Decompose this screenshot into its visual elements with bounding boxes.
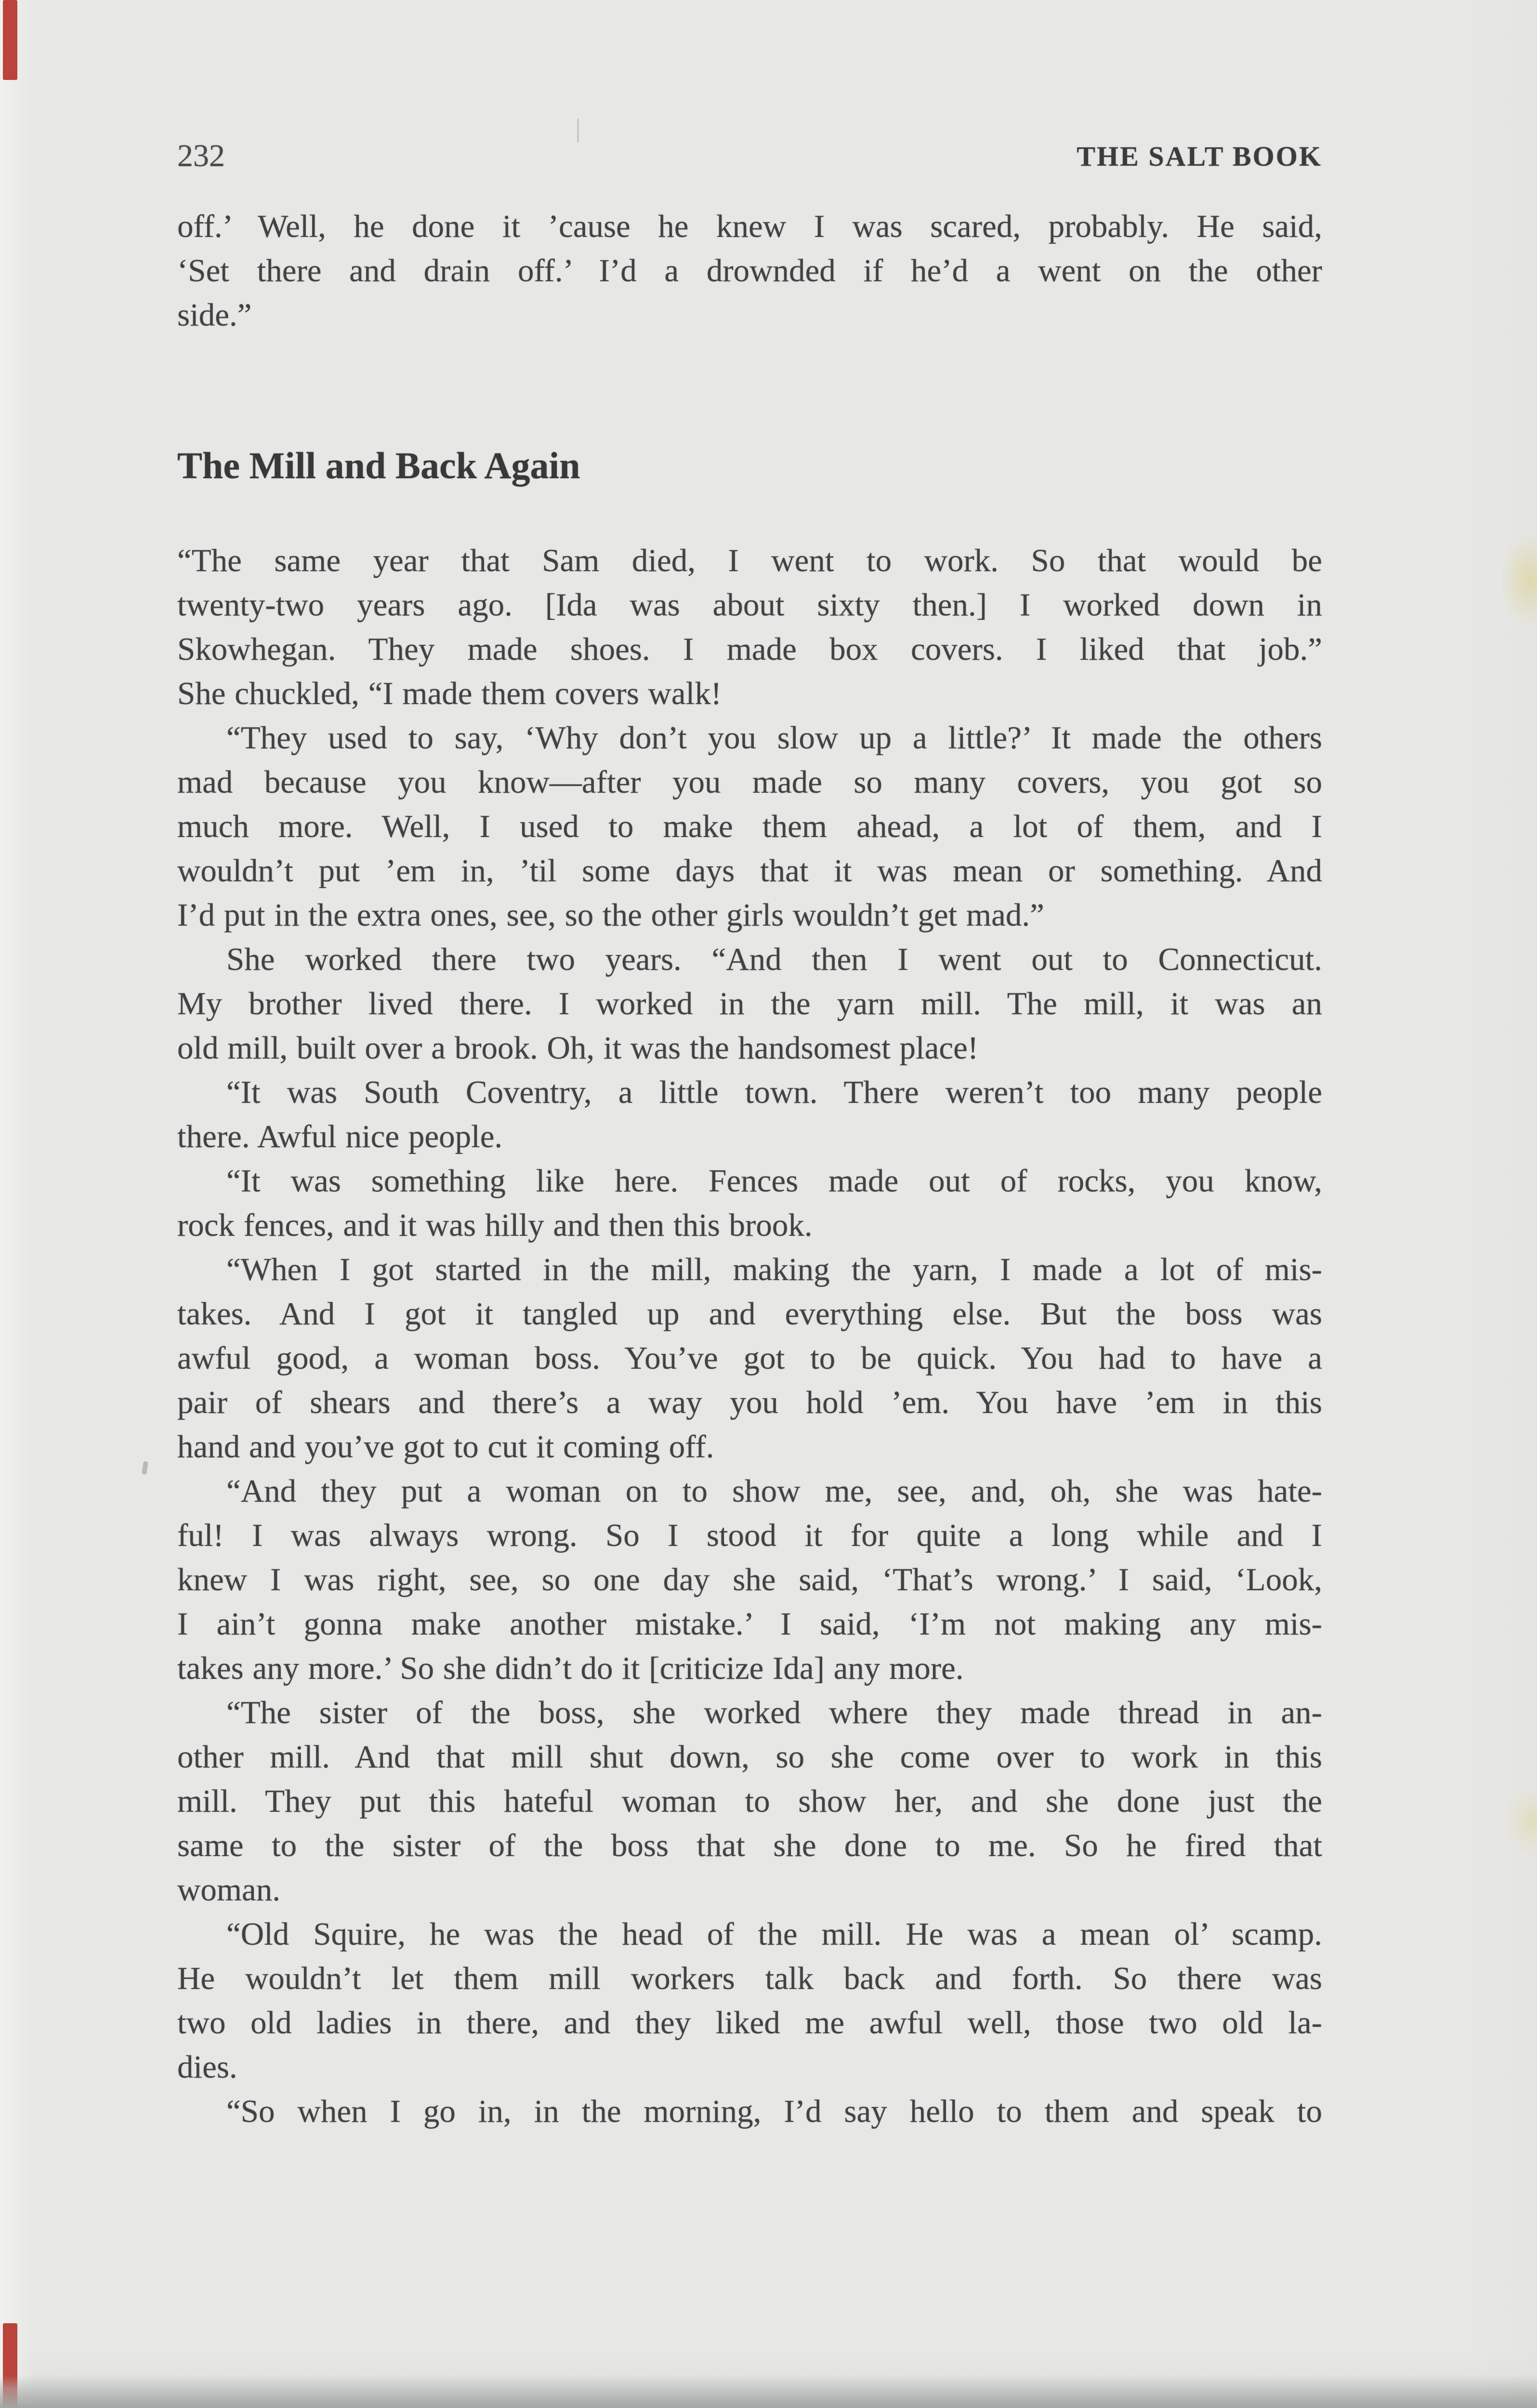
- text-line: other mill. And that mill shut down, so she come over to work in this: [177, 1739, 1322, 1775]
- running-title: THE SALT BOOK: [1077, 141, 1322, 172]
- text-line: same to the sister of the boss that she done to me. So he fired that: [177, 1828, 1322, 1863]
- text-line: ‘Set there and drain off.’ I’d a drownded if he’d a went on the other: [177, 253, 1322, 288]
- paragraph: [177, 1912, 1322, 2089]
- page-number: 232: [177, 138, 225, 173]
- text-line: She chuckled, “I made them covers walk!: [177, 676, 722, 711]
- paragraph: [177, 937, 1322, 1070]
- opening-paragraph: [177, 204, 1322, 337]
- text-line: there. Awful nice people.: [177, 1119, 503, 1154]
- scan-cream-strip-lower: [1507, 1790, 1537, 1852]
- scan-bottom-shadow: [0, 2375, 1537, 2408]
- text-line: mad because you know—after you made so many covers, you got so: [177, 764, 1322, 800]
- paragraph: [177, 1247, 1322, 1469]
- text-line: “Old Squire, he was the head of the mill. He was a mean ol’ scamp.: [226, 1916, 1322, 1952]
- text-line: rock fences, and it was hilly and then this brook.: [177, 1207, 813, 1243]
- text-line: mill. They put this hateful woman to show her, and she done just the: [177, 1783, 1322, 1819]
- text-line: takes any more.’ So she didn’t do it [criticize Ida] any more.: [177, 1650, 964, 1686]
- text-line: “The sister of the boss, she worked where they made thread in an-: [226, 1695, 1322, 1730]
- text-line: “So when I go in, in the morning, I’d say hello to them and speak to: [226, 2094, 1322, 2129]
- text-line: She worked there two years. “And then I went out to Connecticut.: [226, 942, 1322, 977]
- text-line: hand and you’ve got to cut it coming off.: [177, 1429, 714, 1465]
- paragraph: [177, 1159, 1322, 1247]
- text-line: old mill, built over a brook. Oh, it was the handsomest place!: [177, 1030, 979, 1066]
- scan-cream-strip-upper: [1502, 536, 1537, 625]
- section-heading: The Mill and Back Again: [177, 445, 580, 486]
- paragraph: [177, 716, 1322, 937]
- scan-margin-speck: [142, 1461, 148, 1475]
- scan-edge-marker-top: [3, 0, 17, 80]
- text-line: woman.: [177, 1872, 280, 1908]
- text-line: I ain’t gonna make another mistake.’ I said, ‘I’m not making any mis-: [177, 1606, 1322, 1642]
- text-line: I’d put in the extra ones, see, so the other girls wouldn’t get mad.”: [177, 897, 1044, 933]
- paragraph: [177, 1690, 1322, 1912]
- text-line: “When I got started in the mill, making the yarn, I made a lot of mis-: [226, 1252, 1322, 1287]
- text-line: “It was South Coventry, a little town. There weren’t too many people: [226, 1074, 1322, 1110]
- text-line: off.’ Well, he done it ’cause he knew I was scared, probably. He said,: [177, 209, 1322, 244]
- body-paragraphs: [177, 538, 1322, 2133]
- text-line: He wouldn’t let them mill workers talk back and forth. So there was: [177, 1961, 1322, 1996]
- text-line: two old ladies in there, and they liked me awful well, those two old la-: [177, 2005, 1322, 2041]
- text-line: twenty-two years ago. [Ida was about sixty then.] I worked down in: [177, 587, 1322, 623]
- text-column: [177, 0, 1322, 2133]
- text-line: pair of shears and there’s a way you hold ’em. You have ’em in this: [177, 1385, 1322, 1420]
- paragraph: [177, 1070, 1322, 1159]
- text-line: wouldn’t put ’em in, ’til some days that it was mean or something. And: [177, 853, 1322, 889]
- text-line: “They used to say, ‘Why don’t you slow up a little?’ It made the others: [226, 720, 1322, 756]
- text-line: much more. Well, I used to make them ahead, a lot of them, and I: [177, 809, 1322, 844]
- text-line: “It was something like here. Fences made out of rocks, you know,: [226, 1163, 1322, 1199]
- text-line: knew I was right, see, so one day she said, ‘That’s wrong.’ I said, ‘Look,: [177, 1562, 1322, 1597]
- text-line: “And they put a woman on to show me, see, and, oh, she was hate-: [226, 1473, 1322, 1509]
- text-line: Skowhegan. They made shoes. I made box covers. I liked that job.”: [177, 631, 1322, 667]
- text-line: My brother lived there. I worked in the yarn mill. The mill, it was an: [177, 986, 1322, 1021]
- text-line: side.”: [177, 297, 252, 333]
- paragraph: [177, 2089, 1322, 2133]
- text-line: ful! I was always wrong. So I stood it for quite a long while and I: [177, 1518, 1322, 1553]
- text-line: dies.: [177, 2049, 237, 2085]
- text-line: awful good, a woman boss. You’ve got to be quick. You had to have a: [177, 1340, 1322, 1376]
- text-line: takes. And I got it tangled up and everything else. But the boss was: [177, 1296, 1322, 1332]
- scan-edge-marker-bottom: [3, 2323, 17, 2408]
- paragraph: [177, 1469, 1322, 1690]
- paragraph: [177, 538, 1322, 716]
- text-line: “The same year that Sam died, I went to work. So that would be: [177, 543, 1322, 578]
